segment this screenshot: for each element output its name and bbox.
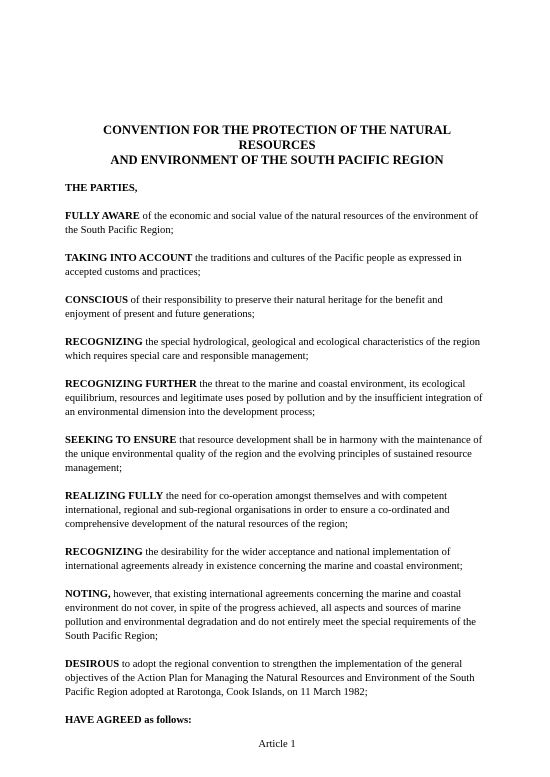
preamble-paragraph bbox=[65, 588, 489, 644]
article-heading: Article 1 bbox=[258, 739, 296, 750]
preamble-paragraph bbox=[65, 658, 489, 700]
paragraph-text: the desirability for the wider acceptance and national implementation of international agreements already in existence concerning the marine and coastal environment; bbox=[65, 547, 463, 572]
title-line-1: CONVENTION FOR THE PROTECTION OF THE NATURAL RESOURCES bbox=[102, 123, 451, 152]
paragraph-text: the need for co-operation amongst themselves and with competent international, regional and sub-regional organisations in order to ensure a co-ordinated and comprehensive development of the natural resources of the region; bbox=[65, 491, 450, 530]
preamble-paragraph bbox=[65, 434, 489, 476]
paragraph-text: of their responsibility to preserve their natural heritage for the benefit and enjoyment of present and future generations; bbox=[65, 295, 443, 320]
paragraph-lead: FULLY AWARE bbox=[65, 211, 140, 222]
paragraph-text: to adopt the regional convention to strengthen the implementation of the general objectives of the Action Plan for Managing the Natural Resources and Environment of the South Pacific Region adopted at Rarotonga, Cook Islands, on 11 March 1982; bbox=[65, 659, 475, 698]
paragraph-lead: NOTING, bbox=[65, 589, 111, 600]
preamble-paragraph bbox=[65, 378, 489, 420]
paragraph-lead: REALIZING FULLY bbox=[65, 491, 164, 502]
preamble-paragraph bbox=[65, 252, 489, 280]
preamble-paragraph bbox=[65, 210, 489, 238]
paragraph-lead: RECOGNIZING bbox=[65, 337, 143, 348]
preamble-paragraph bbox=[65, 546, 489, 574]
document-body bbox=[65, 123, 489, 752]
paragraph-text: of the economic and social value of the natural resources of the environment of the South Pacific Region; bbox=[65, 211, 479, 236]
paragraph-text: the threat to the marine and coastal environment, its ecological equilibrium, resources and legitimate uses posed by pollution and by the insufficient integration of an environmental dimension into the development process; bbox=[65, 379, 483, 418]
paragraph-text: the traditions and cultures of the Pacific people as expressed in accepted customs and practices; bbox=[65, 253, 462, 278]
paragraph-text: that resource development shall be in harmony with the maintenance of the unique environmental quality of the region and the evolving principles of sustained resource management; bbox=[65, 435, 483, 474]
paragraph-lead: CONSCIOUS bbox=[65, 295, 128, 306]
paragraph-lead: DESIROUS bbox=[65, 659, 120, 670]
paragraph-lead: RECOGNIZING bbox=[65, 547, 143, 558]
paragraph-text: however, that existing international agreements concerning the marine and coastal environment do not cover, in spite of the progress achieved, all aspects and sources of marine pollution and environmental degradation and do not entirely meet the special requirements of the South Pacific Region; bbox=[65, 589, 476, 642]
preamble-paragraph bbox=[65, 336, 489, 364]
document-title bbox=[65, 123, 489, 168]
parties-heading: THE PARTIES, bbox=[65, 183, 138, 194]
agreed-heading: HAVE AGREED as follows: bbox=[65, 715, 192, 726]
preamble-paragraph bbox=[65, 294, 489, 322]
paragraph-lead: RECOGNIZING FURTHER bbox=[65, 379, 197, 390]
paragraph-lead: TAKING INTO ACCOUNT bbox=[65, 253, 193, 264]
title-line-2: AND ENVIRONMENT OF THE SOUTH PACIFIC REGION bbox=[110, 153, 444, 167]
paragraph-text: the special hydrological, geological and ecological characteristics of the region which requires special care and responsible management; bbox=[65, 337, 481, 362]
preamble-paragraph bbox=[65, 490, 489, 532]
paragraph-lead: SEEKING TO ENSURE bbox=[65, 435, 177, 446]
